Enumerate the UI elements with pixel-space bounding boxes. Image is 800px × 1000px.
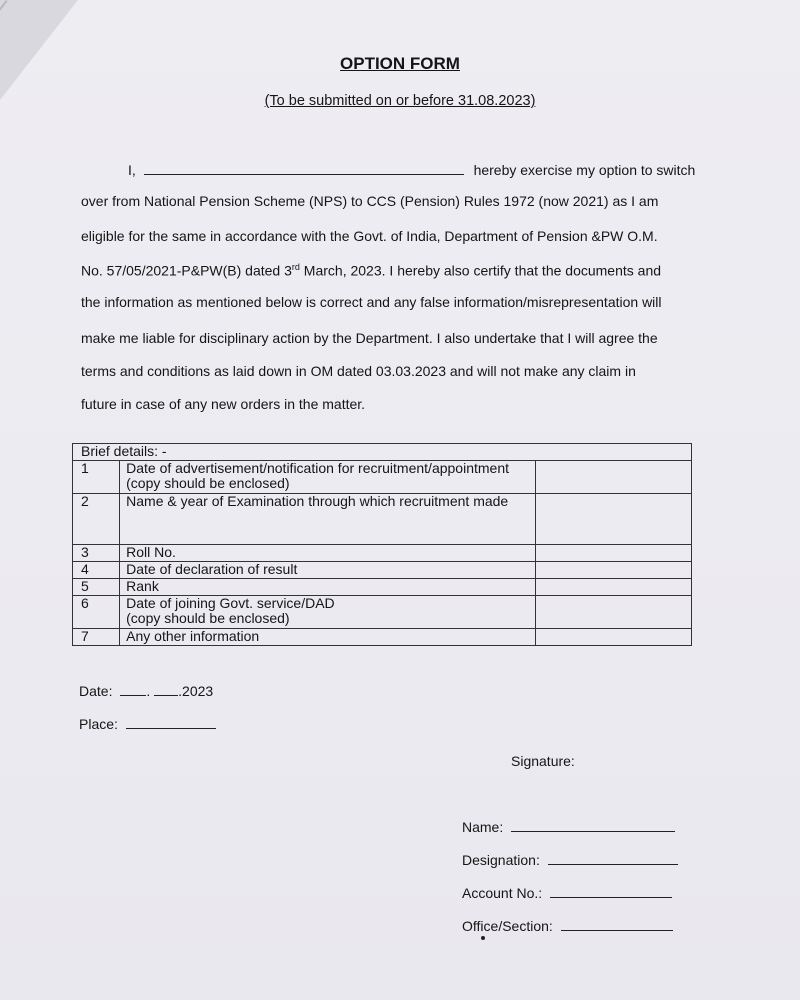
name-line xyxy=(462,819,675,835)
row-item: Date of declaration of result xyxy=(120,562,536,579)
table-row xyxy=(73,579,692,596)
date-day-field[interactable] xyxy=(120,695,146,696)
designation-field[interactable] xyxy=(548,864,678,865)
table-row xyxy=(73,562,692,579)
row-value-field[interactable] xyxy=(536,494,692,545)
row-item-line: Date of advertisement/notification for recruitment/appointment xyxy=(126,460,510,476)
signature-label: Signature: xyxy=(511,753,575,769)
office-label: Office/Section: xyxy=(462,918,553,934)
row-item: Rank xyxy=(120,579,536,596)
ink-dot xyxy=(481,936,485,940)
form-title: OPTION FORM xyxy=(340,54,460,73)
table-row xyxy=(73,629,692,646)
name-label: Name: xyxy=(462,819,504,835)
folded-corner xyxy=(0,0,78,100)
row-number: 6 xyxy=(73,596,120,629)
row-value-field[interactable] xyxy=(536,596,692,629)
row-number: 1 xyxy=(73,461,120,494)
designation-line xyxy=(462,852,678,868)
row-item-line: Name & year of Examination through which recruitment made xyxy=(126,493,509,509)
row-value-field[interactable] xyxy=(536,461,692,494)
name-field[interactable] xyxy=(511,831,675,832)
om-date-text: March, 2023. I hereby also certify that the documents and xyxy=(299,262,662,279)
row-number: 4 xyxy=(73,562,120,579)
account-line xyxy=(462,885,672,901)
declarant-prefix: I, xyxy=(128,162,136,178)
row-number: 3 xyxy=(73,545,120,562)
row-item: Roll No. xyxy=(120,545,536,562)
table-row xyxy=(73,596,692,629)
table-row xyxy=(73,545,692,562)
brief-details-table xyxy=(72,443,692,646)
account-label: Account No.: xyxy=(462,885,543,901)
row-item-line: Date of joining Govt. service/DAD xyxy=(126,595,335,611)
body-line-5: the information as mentioned below is correct and any false information/misrepresentation will xyxy=(81,294,662,310)
form-subtitle: (To be submitted on or before 31.08.2023) xyxy=(264,93,536,109)
row-item xyxy=(120,494,536,545)
office-field[interactable] xyxy=(561,930,673,931)
row-item-note: (copy should be enclosed) xyxy=(126,475,290,491)
body-line-1-suffix: hereby exercise my option to switch xyxy=(473,162,696,178)
place-line xyxy=(79,716,216,732)
date-line: Date: . .2023 xyxy=(79,683,214,699)
place-label: Place: xyxy=(79,716,118,732)
row-value-field[interactable] xyxy=(536,562,692,579)
row-item xyxy=(120,596,536,629)
date-year: .2023 xyxy=(178,683,214,699)
row-item xyxy=(120,461,536,494)
table-header-row xyxy=(73,444,692,461)
row-value-field[interactable] xyxy=(536,579,692,596)
row-number: 7 xyxy=(73,629,120,646)
row-number: 5 xyxy=(73,579,120,596)
ordinal-suffix: rd xyxy=(291,262,300,272)
row-number: 2 xyxy=(73,494,120,545)
table-row xyxy=(73,461,692,494)
table-header: Brief details: - xyxy=(73,444,692,461)
date-month-field[interactable] xyxy=(154,695,178,696)
om-number-text: No. 57/05/2021-P&PW(B) dated 3 xyxy=(81,262,292,279)
place-field[interactable] xyxy=(126,728,216,729)
table-row xyxy=(73,494,692,545)
account-field[interactable] xyxy=(550,897,672,898)
body-line-1 xyxy=(128,162,695,178)
row-item-note: (copy should be enclosed) xyxy=(126,610,290,626)
body-line-8: future in case of any new orders in the matter. xyxy=(81,396,366,412)
row-value-field[interactable] xyxy=(536,629,692,646)
row-item: Any other information xyxy=(120,629,536,646)
body-line-4 xyxy=(81,262,661,279)
row-value-field[interactable] xyxy=(536,545,692,562)
body-line-3: eligible for the same in accordance with the Govt. of India, Department of Pension &PW O.M. xyxy=(81,228,658,244)
body-line-2: over from National Pension Scheme (NPS) to CCS (Pension) Rules 1972 (now 2021) as I am xyxy=(81,193,659,209)
date-label: Date: xyxy=(79,683,113,699)
office-line xyxy=(462,918,673,934)
body-line-6: make me liable for disciplinary action by the Department. I also undertake that I will agree the xyxy=(81,330,658,346)
declarant-name-field[interactable] xyxy=(144,174,464,175)
body-line-7: terms and conditions as laid down in OM dated 03.03.2023 and will not make any claim in xyxy=(81,363,636,379)
designation-label: Designation: xyxy=(462,852,540,868)
